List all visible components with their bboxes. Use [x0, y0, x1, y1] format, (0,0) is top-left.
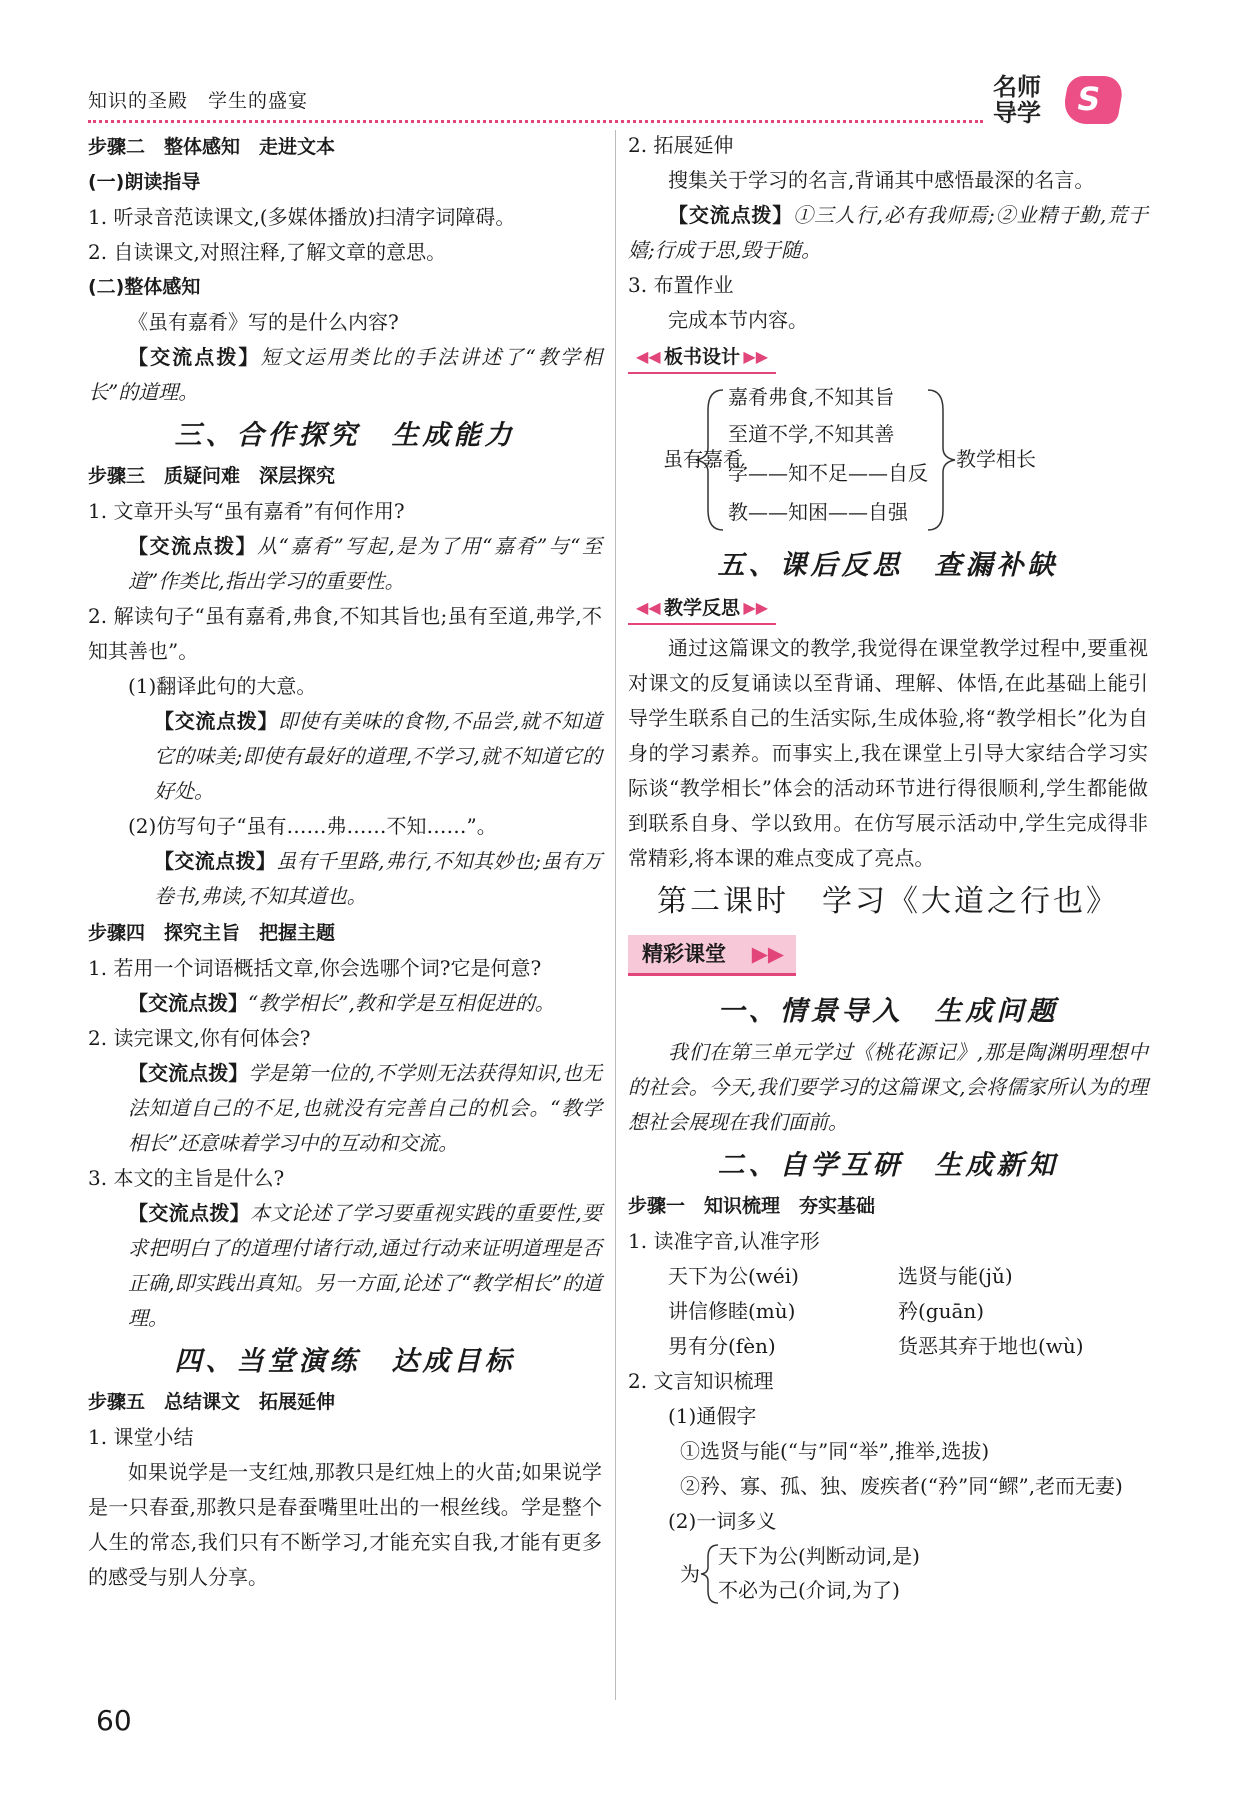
double-chevron-right-icon: ▶▶ — [743, 598, 769, 617]
lesson-2-title: 第二课时 学习《大道之行也》 — [657, 884, 1119, 919]
left-column — [88, 128, 602, 1595]
board-center: 虽有嘉肴 — [663, 447, 743, 471]
question-theme: 3. 本文的主旨是什么? — [88, 1166, 285, 1190]
board-line-3: 学——知不足——自反 — [728, 461, 928, 485]
tongjia-heading: (1)通假字 — [668, 1404, 757, 1428]
board-design — [628, 380, 1148, 540]
subheading-reading: (一)朗读指导 — [88, 171, 201, 193]
homework-text: 完成本节内容。 — [668, 308, 808, 332]
answer-word — [88, 986, 602, 1021]
tip-label: 【交流点拨】 — [128, 1061, 249, 1085]
tongjia-item-2: ②矜、寡、孤、独、废疾者(“矜”同“鳏”,老而无妻) — [680, 1474, 1123, 1498]
answer-text: “教学相长”,教和学是互相促进的。 — [248, 991, 555, 1015]
step-4-heading: 步骤四 探究主旨 把握主题 — [88, 922, 336, 944]
step-2-heading: 步骤二 整体感知 走进文本 — [88, 136, 336, 158]
pinyin-item: 选贤与能(jǔ) — [898, 1264, 1013, 1288]
double-chevron-left-icon: ◀◀ — [636, 598, 661, 617]
tip-label: 【交流点拨】 — [154, 709, 279, 733]
classical-knowledge-heading: 2. 文言知识梳理 — [628, 1369, 774, 1393]
answer-imitate — [88, 844, 602, 914]
summary-text: 如果说学是一支红烛,那教只是红烛上的火苗;如果说学是一只春蚕,那教只是春蚕嘴里吐出的一根丝线。学是整个人生的常态,我们只有不断学习,才能充实自我,才能有更多的感受与别人分享。 — [88, 1460, 602, 1589]
logo-glyph: S — [1073, 80, 1104, 118]
answer-text: 学是第一位的,不学则无法获得知识,也无法知道自己的不足,也就没有完善自己的机会。“教学相长”还意味着学习中的互动和交流。 — [128, 1061, 603, 1155]
logo-line1: 名师 — [993, 73, 1041, 101]
answer-content — [88, 340, 602, 410]
section-3-title: 三、合作探究 生成能力 — [174, 420, 516, 451]
double-chevron-right-icon: ▶▶ — [743, 347, 769, 366]
board-line-1: 嘉肴弗食,不知其旨 — [728, 385, 895, 409]
step-5-heading: 步骤五 总结课文 拓展延伸 — [88, 1391, 336, 1413]
column-divider — [615, 130, 616, 1700]
pronunciation-row-2 — [628, 1294, 1148, 1329]
extension-heading: 2. 拓展延伸 — [628, 133, 734, 157]
intro-text: 我们在第三单元学过《桃花源记》,那是陶渊明理想中的社会。今天,我们要学习的这篇课文,会将儒家所认为的理想社会展现在我们面前。 — [628, 1040, 1148, 1134]
answer-text: 短文运用类比的手法讲述了“教学相长”的道理。 — [88, 345, 603, 404]
question-word: 1. 若用一个词语概括文章,你会选哪个词?它是何意? — [88, 956, 542, 980]
board-line-2: 至道不学,不知其善 — [728, 422, 895, 446]
pronunciation-row-1 — [628, 1259, 1148, 1294]
brand-logo — [993, 74, 1143, 134]
step-3-heading: 步骤三 质疑问难 深层探究 — [88, 465, 336, 487]
tip-label: 【交流点拨】 — [668, 203, 794, 227]
answer-text: 虽有千里路,弗行,不知其妙也;虽有万卷书,弗读,不知其道也。 — [154, 849, 603, 908]
logo-line2: 导学 — [993, 99, 1041, 127]
polysemy-brace — [628, 1539, 1148, 1609]
double-chevron-left-icon: ◀◀ — [636, 347, 661, 366]
answer-opening — [88, 529, 602, 599]
tag-label: 板书设计 — [664, 346, 741, 368]
section-2-title: 二、自学互研 生成新知 — [717, 1150, 1059, 1181]
question-imitate: (2)仿写句子“虽有……弗……不知……”。 — [128, 814, 497, 838]
right-column — [628, 128, 1148, 1609]
pinyin-item: 讲信修睦(mù) — [668, 1299, 796, 1323]
polysemy-heading: (2)一词多义 — [668, 1509, 777, 1533]
question-translate: (1)翻译此句的大意。 — [128, 674, 317, 698]
classroom-banner — [628, 935, 796, 976]
page-number: 60 — [96, 1704, 132, 1737]
pinyin-item: 矜(guān) — [898, 1299, 985, 1323]
reflection-text: 通过这篇课文的教学,我觉得在课堂教学过程中,要重视对课文的反复诵读以至背诵、理解、体悟,在此基础上能引导学生联系自己的生活实际,生成体验,将“教学相长”化为自身的学习素养。而事实上,我在课堂上引导大家结合学习实际谈“教学相长”体会的活动环节进行得很顺利,学生都能做到联系自身、学以致用。在仿写展示活动中,学生完成得非常精彩,将本课的难点变成了亮点。 — [628, 636, 1148, 870]
teaching-reflection-tag — [628, 593, 776, 625]
answer-theme — [88, 1196, 602, 1336]
subheading-overall: (二)整体感知 — [88, 276, 201, 298]
banner-label: 精彩课堂 — [642, 942, 726, 966]
question-feeling: 2. 读完课文,你有何体会? — [88, 1026, 311, 1050]
tip-label: 【交流点拨】 — [128, 534, 258, 558]
answer-text: 本文论述了学习要重视实践的重要性,要求把明白了的道理付诸行动,通过行动来证明道理是否正确,即实践出真知。另一方面,论述了“教学相长”的道理。 — [128, 1201, 603, 1330]
answer-text: 从“嘉肴”写起,是为了用“嘉肴”与“至道”作类比,指出学习的重要性。 — [128, 534, 603, 593]
step-1-heading: 步骤一 知识梳理 夯实基础 — [628, 1195, 876, 1217]
tip-label: 【交流点拨】 — [128, 991, 248, 1015]
pronunciation-row-3 — [628, 1329, 1148, 1364]
board-line-4: 教——知困——自强 — [728, 500, 908, 524]
tag-label: 教学反思 — [664, 597, 741, 619]
pronunciation-heading: 1. 读准字音,认准字形 — [628, 1229, 820, 1253]
extension-answer — [628, 198, 1148, 268]
header-slogan: 知识的圣殿 学生的盛宴 — [88, 90, 309, 112]
question-sentence: 2. 解读句子“虽有嘉肴,弗食,不知其旨也;虽有至道,弗学,不知其善也”。 — [88, 604, 602, 663]
board-result: 教学相长 — [956, 447, 1036, 471]
summary-heading: 1. 课堂小结 — [88, 1425, 194, 1449]
question-opening: 1. 文章开头写“虽有嘉肴”有何作用? — [88, 499, 405, 523]
item-listen: 1. 听录音范读课文,(多媒体播放)扫清字词障碍。 — [88, 205, 516, 229]
tip-label: 【交流点拨】 — [154, 849, 277, 873]
polysemy-char: 为 — [680, 1562, 700, 1586]
tongjia-item-1: ①选贤与能(“与”同“举”,推举,选拔) — [680, 1439, 990, 1463]
double-chevron-right-icon: ▶▶ — [751, 942, 784, 966]
section-4-title: 四、当堂演练 达成目标 — [174, 1346, 516, 1377]
answer-feeling — [88, 1056, 602, 1161]
pinyin-item: 天下为公(wéi) — [668, 1264, 799, 1288]
pinyin-item: 男有分(fèn) — [668, 1334, 776, 1358]
tip-label: 【交流点拨】 — [128, 345, 261, 369]
page-header — [88, 73, 1133, 127]
tip-label: 【交流点拨】 — [128, 1201, 250, 1225]
answer-translate — [88, 704, 602, 809]
question-content: 《虽有嘉肴》写的是什么内容? — [128, 310, 399, 334]
header-dotted-line — [88, 120, 983, 123]
pinyin-item: 货恶其弃于地也(wù) — [898, 1334, 1084, 1358]
section-5-title: 五、课后反思 查漏补缺 — [717, 550, 1059, 581]
item-self-read: 2. 自读课文,对照注释,了解文章的意思。 — [88, 240, 447, 264]
polysemy-item-2: 不必为己(介词,为了) — [718, 1578, 900, 1602]
logo-text — [993, 74, 1041, 126]
section-1-title: 一、情景导入 生成问题 — [717, 996, 1059, 1027]
homework-heading: 3. 布置作业 — [628, 273, 734, 297]
answer-text: 即使有美味的食物,不品尝,就不知道它的味美;即使有最好的道理,不学习,就不知道它的好处。 — [154, 709, 603, 803]
board-design-tag — [628, 342, 776, 374]
extension-text: 搜集关于学习的名言,背诵其中感悟最深的名言。 — [668, 168, 1095, 192]
polysemy-item-1: 天下为公(判断动词,是) — [718, 1544, 920, 1568]
answer-text: ①三人行,必有我师焉;②业精于勤,荒于嬉;行成于思,毁于随。 — [628, 203, 1149, 262]
logo-badge-icon — [1061, 76, 1125, 124]
